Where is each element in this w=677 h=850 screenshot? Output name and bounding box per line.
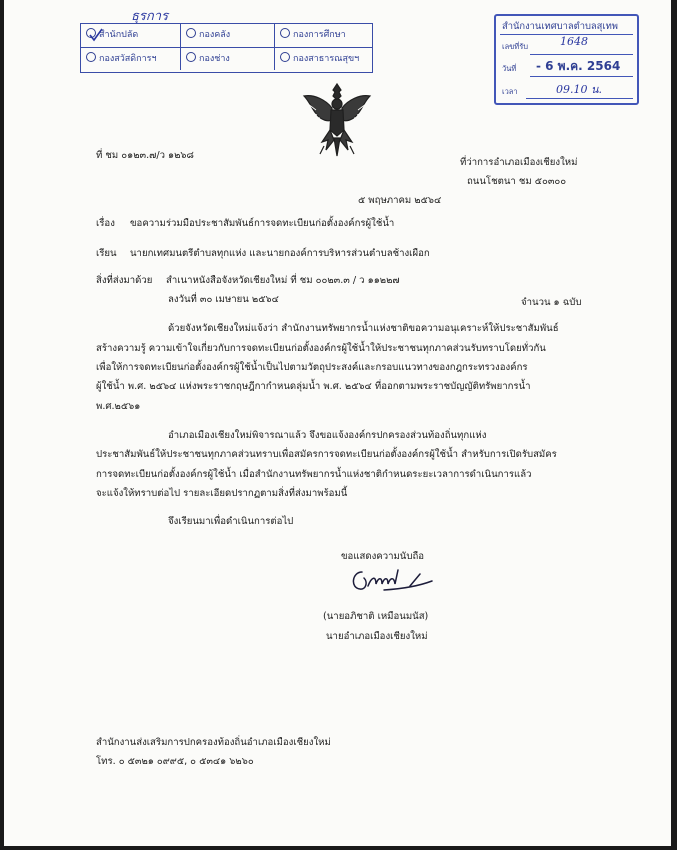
checkbox-circle-icon — [280, 28, 290, 38]
handwritten-routing-note: ธุรการ — [131, 9, 169, 24]
stamp-line — [526, 98, 633, 99]
stamp-date-value: - 6 พ.ค. 2564 — [536, 59, 621, 73]
receipt-stamp — [494, 14, 639, 105]
subject-label: เรื่อง — [96, 218, 115, 229]
enclosure-count: จำนวน ๑ ฉบับ — [521, 297, 582, 308]
closing-request: จึงเรียนมาเพื่อดำเนินการต่อไป — [168, 516, 294, 527]
stamp-line — [530, 76, 633, 77]
routing-cell-office-of-clerk: สำนักปลัด — [81, 24, 181, 47]
paragraph-1-line: ผู้ใช้น้ำ พ.ศ. ๒๕๖๔ แห่งพระราชกฤษฎีกากำหนดลุ่มน้ำ พ.ศ. ๒๕๖๔ ที่ออกตามพระราชบัญญัติทรัพยากรน้ำ — [96, 381, 531, 392]
paragraph-1-line: สร้างความรู้ ความเข้าใจเกี่ยวกับการจดทะเบียนก่อตั้งองค์กรผู้ใช้น้ำให้ประชาชนทุกภาคส่วนรับทราบโดยทั่วกัน — [96, 343, 546, 354]
checkbox-circle-icon — [186, 28, 196, 38]
stamp-time-label: เวลา — [502, 87, 518, 96]
checkbox-circle-icon — [280, 52, 290, 62]
paragraph-2-line: ประชาสัมพันธ์ให้ประชาชนทุกภาคส่วนทราบเพื่อสมัครการจดทะเบียนก่อตั้งองค์กรผู้ใช้น้ำ สำหรับการเปิดรับสมัคร — [96, 449, 557, 460]
checkbox-circle-icon — [86, 52, 96, 62]
stamp-title: สำนักงานเทศบาลตำบลสุเทพ — [502, 21, 618, 32]
checkbox-circle-icon — [186, 52, 196, 62]
stamp-number-value: 1648 — [560, 35, 588, 48]
paragraph-1-line: พ.ศ.๒๕๖๑ — [96, 401, 141, 412]
enclosure-line-1: สำเนาหนังสือจังหวัดเชียงใหม่ ที่ ชม ๐๐๒๓.๓ / ว ๑๑๒๒๗ — [166, 275, 400, 286]
recipient-text: นายกเทศมนตรีตำบลทุกแห่ง และนายกองค์การบริหารส่วนตำบลช้างเผือก — [130, 248, 430, 259]
paragraph-2-line: จะแจ้งให้ทราบต่อไป รายละเอียดปรากฏตามสิ่งที่ส่งมาพร้อมนี้ — [96, 488, 348, 499]
office-address: ถนนโชตนา ชม ๕๐๓๐๐ — [467, 176, 567, 187]
garuda-emblem-icon — [300, 80, 374, 158]
stamp-line — [530, 54, 633, 55]
reference-number: ที่ ชม ๐๑๒๓.๗/ว ๑๒๖๘ — [96, 150, 194, 161]
letter-date: ๕ พฤษภาคม ๒๕๖๔ — [358, 195, 442, 206]
enclosure-label: สิ่งที่ส่งมาด้วย — [96, 275, 153, 286]
department-routing-box — [80, 23, 373, 73]
stamp-time-value: 09.10 น. — [556, 83, 603, 96]
check-mark-icon — [89, 28, 103, 42]
letter-page — [4, 0, 671, 846]
paragraph-1-line: ด้วยจังหวัดเชียงใหม่แจ้งว่า สำนักงานทรัพยากรน้ำแห่งชาติขอความอนุเคราะห์ให้ประชาสัมพันธ์ — [168, 323, 559, 334]
handwritten-signature — [348, 562, 440, 596]
stamp-number-label: เลขที่รับ — [502, 42, 529, 51]
paragraph-1-line: เพื่อให้การจดทะเบียนก่อตั้งองค์กรผู้ใช้น้ำเป็นไปตามวัตถุประสงค์และกรอบแนวทางของกฎกระทรวงองค์กร — [96, 362, 528, 373]
routing-cell-finance: กองคลัง — [181, 24, 275, 47]
stamp-date-label: วันที่ — [502, 64, 517, 73]
footer-phone: โทร. ๐ ๕๓๒๑ ๐๙๙๕, ๐ ๕๓๔๑ ๖๒๖๐ — [96, 756, 254, 767]
subject-text: ขอความร่วมมือประชาสัมพันธ์การจดทะเบียนก่อตั้งองค์กรผู้ใช้น้ำ — [130, 218, 395, 229]
signatory-name: (นายอภิชาติ เหมือนมนัส) — [323, 611, 429, 622]
closing-phrase: ขอแสดงความนับถือ — [341, 551, 425, 562]
signatory-title: นายอำเภอเมืองเชียงใหม่ — [326, 631, 428, 642]
footer-office: สำนักงานส่งเสริมการปกครองท้องถิ่นอำเภอเมืองเชียงใหม่ — [96, 737, 331, 748]
routing-cell-education: กองการศึกษา — [275, 24, 372, 47]
enclosure-line-2: ลงวันที่ ๓๐ เมษายน ๒๕๖๔ — [168, 294, 279, 305]
routing-cell-welfare: กองสวัสดิการฯ — [81, 47, 181, 70]
paragraph-2-line: อำเภอเมืองเชียงใหม่พิจารณาแล้ว จึงขอแจ้งองค์กรปกครองส่วนท้องถิ่นทุกแห่ง — [168, 430, 487, 441]
issuing-office: ที่ว่าการอำเภอเมืองเชียงใหม่ — [460, 157, 578, 168]
routing-cell-public-health: กองสาธารณสุขฯ — [275, 47, 372, 70]
routing-cell-engineering: กองช่าง — [181, 47, 275, 70]
salutation-label: เรียน — [96, 248, 117, 259]
paragraph-2-line: การจดทะเบียนก่อตั้งองค์กรผู้ใช้น้ำ เมื่อสำนักงานทรัพยากรน้ำแห่งชาติกำหนดระยะเวลาการดำเนินการแล้ว — [96, 469, 532, 480]
